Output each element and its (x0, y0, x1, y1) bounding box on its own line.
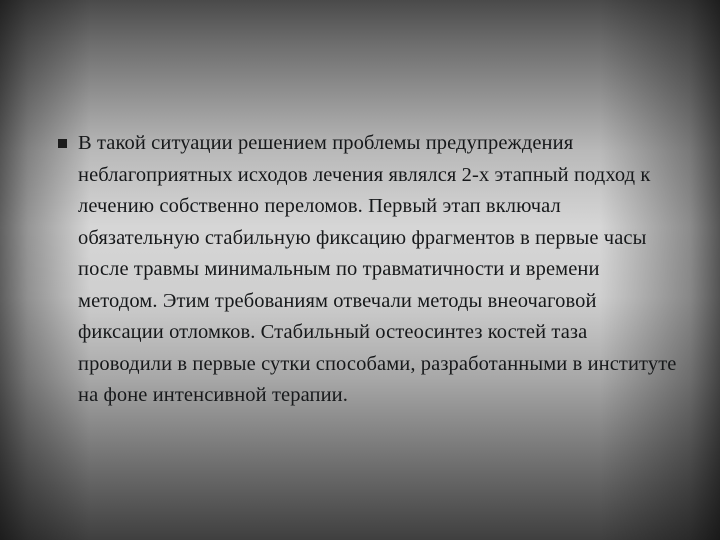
list-item (58, 128, 683, 412)
bullet-paragraph-text: В такой ситуации решением проблемы предупреждения неблагоприятных исходов лечения являлся 2-х этапный подход к лечению собственно переломов. Первый этап включал обязательную стабильную фиксацию фрагментов в первые часы после травмы минимальным по травматичности и времени методом. Этим требованиям отвечали методы внеочаговой фиксации отломков. Стабильный остеосинтез костей таза проводили в первые сутки способами, разработанными в институте на фоне интенсивной терапии. (78, 132, 677, 406)
square-bullet-icon (58, 139, 67, 148)
